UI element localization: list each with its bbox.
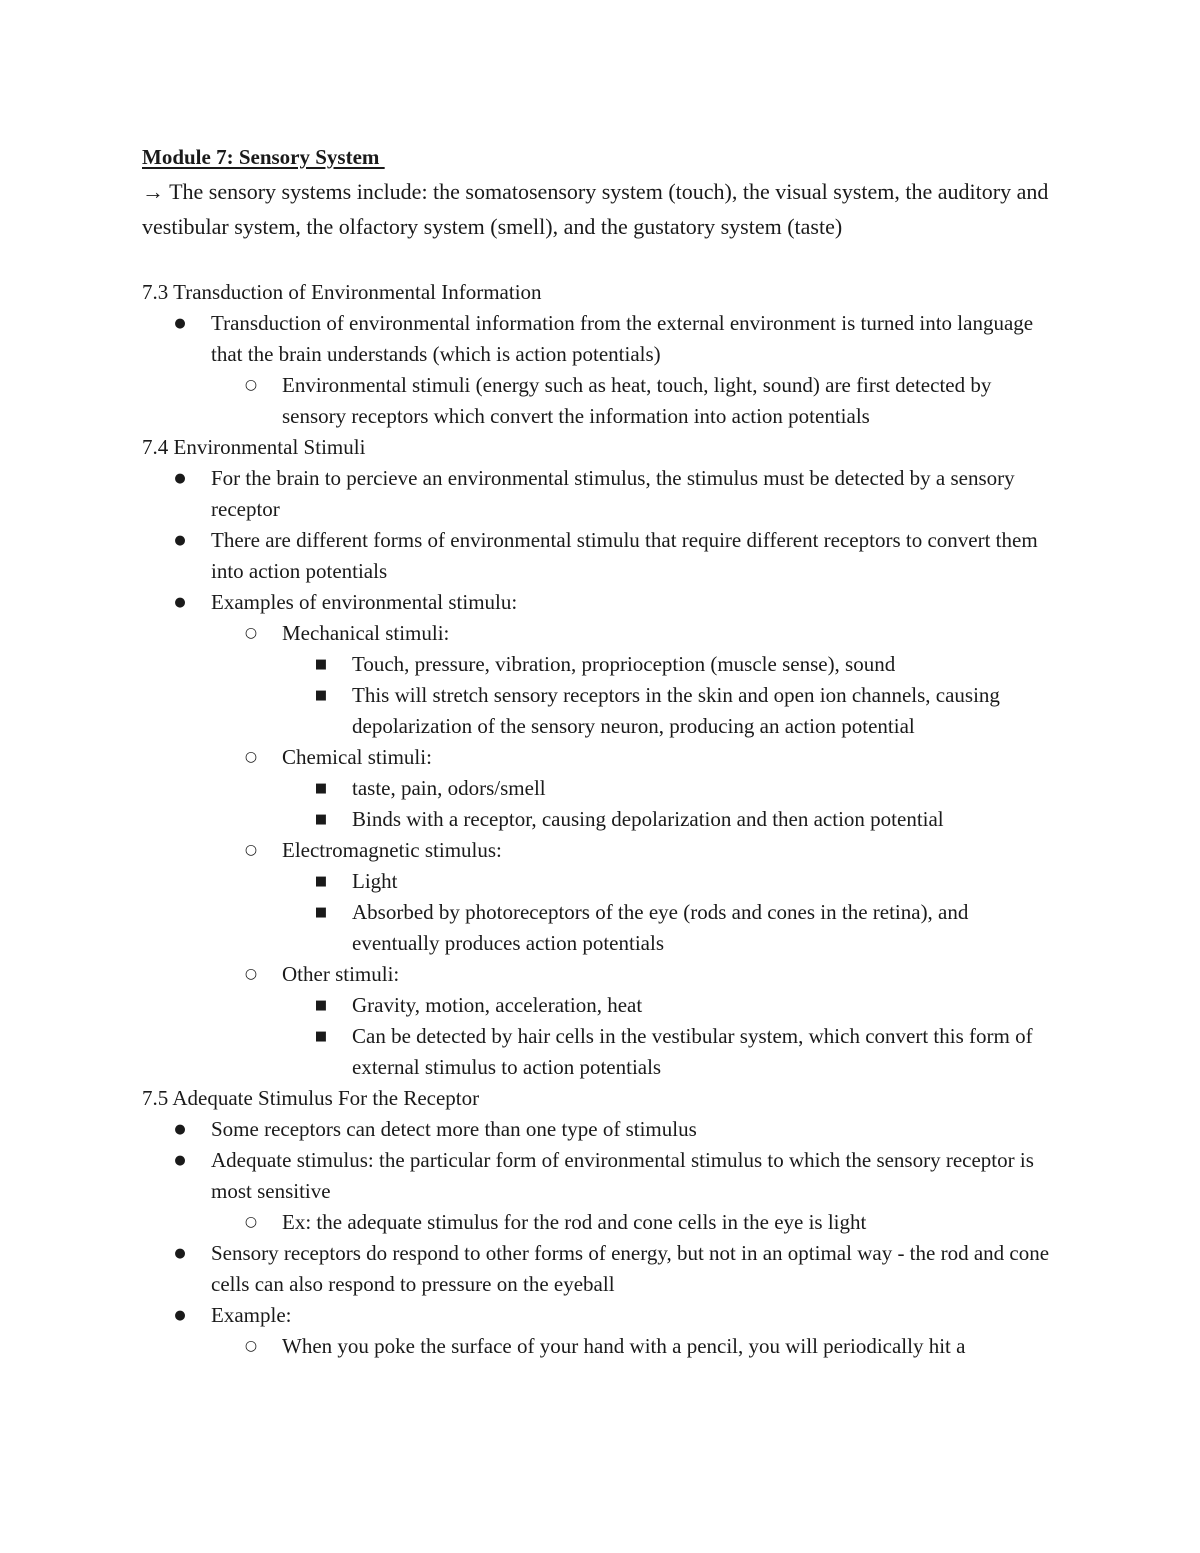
bullet-list-level-2: [142, 1207, 1062, 1238]
filled-circle-bullet-icon: ●: [174, 1246, 186, 1261]
list-item: [142, 649, 1062, 680]
bullet-list-level-3: [142, 990, 1062, 1083]
square-bullet-icon: ■: [314, 998, 328, 1013]
list-item: [142, 835, 1062, 866]
list-item-text: taste, pain, odors/smell: [352, 776, 546, 800]
hollow-circle-bullet-icon: ○: [244, 625, 258, 641]
section: [142, 1083, 1062, 1362]
square-bullet-icon: ■: [314, 905, 328, 920]
square-bullet-icon: ■: [314, 657, 328, 672]
document-body: [142, 140, 1062, 1362]
list-item: [142, 1114, 1062, 1145]
list-item-text: Ex: the adequate stimulus for the rod and cone cells in the eye is light: [282, 1210, 867, 1234]
list-item-text: This will stretch sensory receptors in the skin and open ion channels, causing depolarization of the sensory neuron, producing an action potential: [352, 683, 1000, 738]
bullet-list-level-3: [142, 649, 1062, 742]
list-item-text: Gravity, motion, acceleration, heat: [352, 993, 643, 1017]
list-item: [142, 680, 1062, 742]
list-item: [142, 370, 1062, 432]
hollow-circle-bullet-icon: ○: [244, 749, 258, 765]
list-item-text: Sensory receptors do respond to other forms of energy, but not in an optimal way - the rod and cone cells can also respond to pressure on the eyeball: [211, 1241, 1050, 1296]
square-bullet-icon: ■: [314, 812, 328, 827]
square-bullet-icon: ■: [314, 874, 328, 889]
list-item-text: Example:: [211, 1303, 292, 1327]
list-item-text: Examples of environmental stimulu:: [211, 590, 518, 614]
bullet-list-level-2: [142, 618, 1062, 1083]
list-item: [142, 587, 1062, 618]
list-item: [142, 742, 1062, 773]
list-item-text: Some receptors can detect more than one type of stimulus: [211, 1117, 697, 1141]
list-item-text: Electromagnetic stimulus:: [282, 838, 502, 862]
nested-list-wrapper: [142, 773, 1062, 835]
bullet-list-level-2: [142, 370, 1062, 432]
nested-list-wrapper: [142, 866, 1062, 959]
section: [142, 277, 1062, 432]
list-item: [142, 463, 1062, 525]
bullet-list-level-1: [142, 1114, 1062, 1362]
intro-paragraph: → The sensory systems include: the somatosensory system (touch), the visual system, the auditory and vestibular system, the olfactory system (smell), and the gustatory system (taste): [142, 179, 1049, 239]
list-item-text: Other stimuli:: [282, 962, 400, 986]
hollow-circle-bullet-icon: ○: [244, 842, 258, 858]
list-item: [142, 525, 1062, 587]
list-item: [142, 1021, 1062, 1083]
list-item-text: Touch, pressure, vibration, proprioception (muscle sense), sound: [352, 652, 896, 676]
square-bullet-icon: ■: [314, 688, 328, 703]
nested-list-wrapper: [142, 370, 1062, 432]
list-item: [142, 990, 1062, 1021]
nested-list-wrapper: [142, 618, 1062, 1083]
filled-circle-bullet-icon: ●: [174, 533, 186, 548]
hollow-circle-bullet-icon: ○: [244, 1338, 258, 1354]
nested-list-wrapper: [142, 990, 1062, 1083]
bullet-list-level-1: [142, 463, 1062, 1083]
list-item-text: Can be detected by hair cells in the vestibular system, which convert this form of external stimulus to action potentials: [352, 1024, 1033, 1079]
list-item: [142, 773, 1062, 804]
list-item: [142, 897, 1062, 959]
list-item-text: Absorbed by photoreceptors of the eye (rods and cones in the retina), and eventually produces action potentials: [352, 900, 969, 955]
section-heading: 7.5 Adequate Stimulus For the Receptor: [142, 1086, 480, 1110]
list-item-text: When you poke the surface of your hand with a pencil, you will periodically hit a: [282, 1334, 966, 1358]
nested-list-wrapper: [142, 1331, 1062, 1362]
filled-circle-bullet-icon: ●: [174, 1153, 186, 1168]
list-item: [142, 959, 1062, 990]
list-item: [142, 804, 1062, 835]
list-item: [142, 1300, 1062, 1331]
bullet-list-level-3: [142, 773, 1062, 835]
bullet-list-level-3: [142, 866, 1062, 959]
list-item-text: Chemical stimuli:: [282, 745, 432, 769]
bullet-list-level-1: [142, 308, 1062, 432]
square-bullet-icon: ■: [314, 781, 328, 796]
list-item: [142, 1207, 1062, 1238]
filled-circle-bullet-icon: ●: [174, 1122, 186, 1137]
list-item-text: Adequate stimulus: the particular form of environmental stimulus to which the sensory receptor is most sensitive: [211, 1148, 1034, 1203]
section-heading: 7.3 Transduction of Environmental Information: [142, 280, 542, 304]
document-title: Module 7: Sensory System: [142, 145, 385, 169]
filled-circle-bullet-icon: ●: [174, 471, 186, 486]
list-item-text: Binds with a receptor, causing depolarization and then action potential: [352, 807, 944, 831]
list-item: [142, 1238, 1062, 1300]
square-bullet-icon: ■: [314, 1029, 328, 1044]
hollow-circle-bullet-icon: ○: [244, 966, 258, 982]
hollow-circle-bullet-icon: ○: [244, 1214, 258, 1230]
list-item: [142, 1145, 1062, 1207]
list-item-text: For the brain to percieve an environmental stimulus, the stimulus must be detected by a sensory receptor: [211, 466, 1015, 521]
filled-circle-bullet-icon: ●: [174, 1308, 186, 1323]
list-item: [142, 1331, 1062, 1362]
nested-list-wrapper: [142, 1207, 1062, 1238]
list-item-text: There are different forms of environmental stimulu that require different receptors to convert them into action potentials: [211, 528, 1038, 583]
filled-circle-bullet-icon: ●: [174, 316, 186, 331]
list-item-text: Environmental stimuli (energy such as heat, touch, light, sound) are first detected by sensory receptors which convert the information into action potentials: [282, 373, 992, 428]
list-item-text: Transduction of environmental information from the external environment is turned into language that the brain understands (which is action potentials): [211, 311, 1034, 366]
section: [142, 432, 1062, 1083]
section-heading: 7.4 Environmental Stimuli: [142, 435, 366, 459]
hollow-circle-bullet-icon: ○: [244, 377, 258, 393]
list-item: [142, 308, 1062, 370]
list-item-text: Light: [352, 869, 398, 893]
list-item: [142, 618, 1062, 649]
sections-container: [142, 277, 1062, 1362]
filled-circle-bullet-icon: ●: [174, 595, 186, 610]
paragraph-spacer: [142, 244, 1062, 277]
list-item-text: Mechanical stimuli:: [282, 621, 450, 645]
nested-list-wrapper: [142, 649, 1062, 742]
bullet-list-level-2: [142, 1331, 1062, 1362]
list-item: [142, 866, 1062, 897]
